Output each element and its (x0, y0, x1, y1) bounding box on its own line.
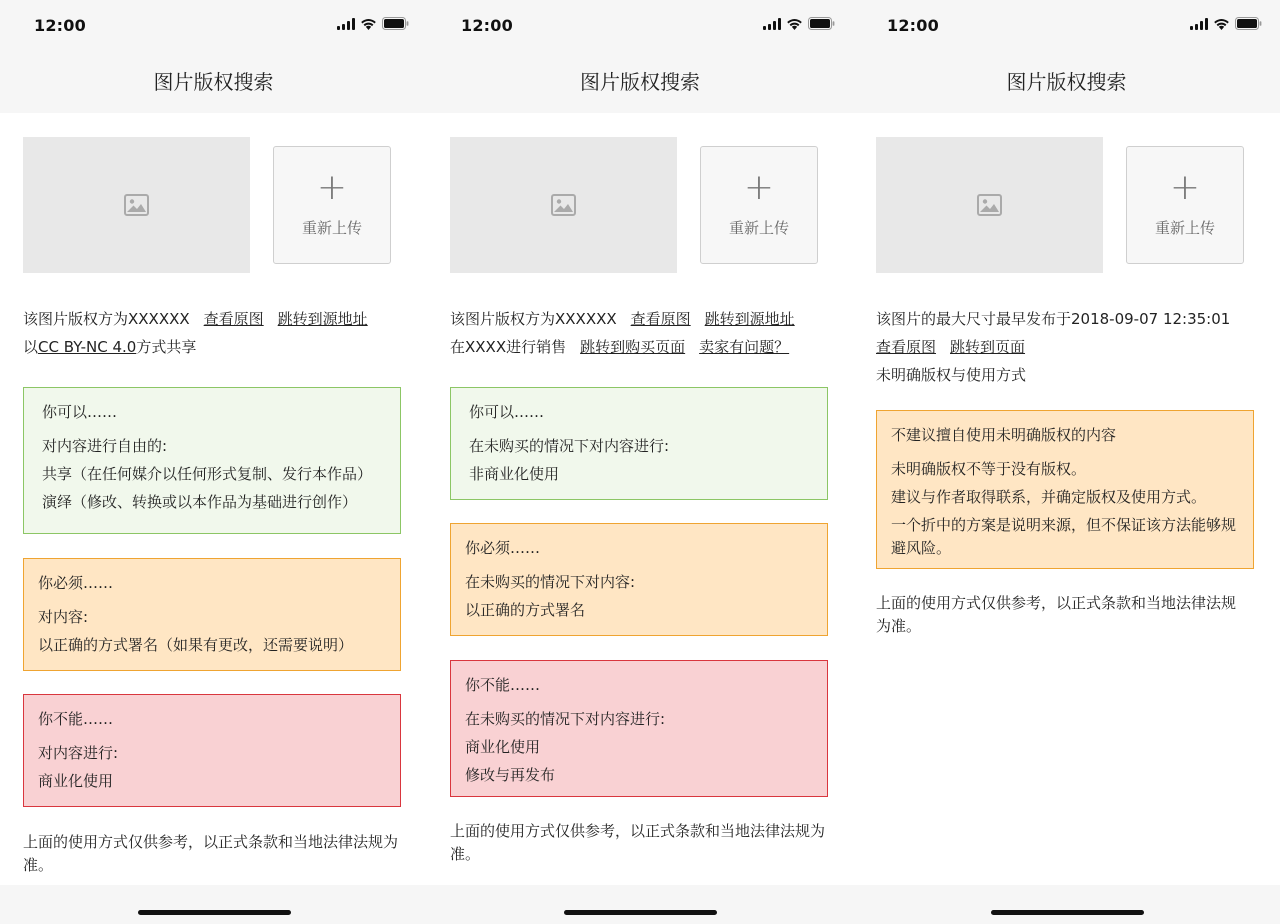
reupload-label: 重新上传 (1154, 218, 1215, 237)
must-heading: 你必须…… (465, 539, 541, 557)
signal-icon (337, 18, 355, 30)
can-line: 对内容进行自由的: (42, 437, 168, 455)
copyright-info (450, 305, 843, 361)
status-time: 12:00 (34, 16, 86, 35)
status-icons (337, 17, 409, 30)
view-original-link[interactable]: 查看原图 (203, 310, 264, 328)
cannot-box (23, 694, 401, 807)
copyright-owner: 该图片版权方为XXXXXX (450, 310, 617, 328)
bottom-bar (853, 885, 1280, 924)
can-heading: 你可以…… (469, 403, 545, 421)
can-line: 共享（在任何媒介以任何形式复制、发行本作品） (42, 465, 373, 483)
image-icon (124, 194, 149, 216)
warning-box (876, 410, 1254, 569)
view-original-link[interactable]: 查看原图 (876, 338, 937, 356)
status-time: 12:00 (461, 16, 513, 35)
image-icon (551, 194, 576, 216)
reupload-button[interactable] (273, 146, 391, 264)
warning-line: 未明确版权不等于没有版权。 (891, 460, 1087, 478)
status-time: 12:00 (887, 16, 939, 35)
page-title: 图片版权搜索 (580, 70, 700, 94)
disclaimer-text: 上面的使用方式仅供参考，以正式条款和当地法律法规为准。 (876, 594, 1237, 635)
must-line: 以正确的方式署名 (465, 601, 586, 619)
image-icon (977, 194, 1002, 216)
cannot-line: 修改与再发布 (465, 766, 556, 784)
wifi-icon (1213, 18, 1230, 30)
copyright-info (23, 305, 417, 361)
upload-row (876, 137, 1280, 273)
top-bar (427, 0, 853, 113)
upload-row (23, 137, 427, 273)
battery-icon (808, 17, 835, 30)
share-prefix: 以 (23, 338, 39, 356)
status-icons (763, 17, 835, 30)
must-line: 以正确的方式署名（如果有更改，还需要说明） (38, 636, 354, 654)
sale-info: 在XXXX进行销售 (450, 338, 567, 356)
goto-purchase-link[interactable]: 跳转到购买页面 (580, 338, 686, 356)
signal-icon (763, 18, 781, 30)
must-line: 对内容: (38, 608, 89, 626)
cannot-line: 商业化使用 (465, 738, 541, 756)
plus-icon: + (1169, 166, 1201, 208)
warning-line: 建议与作者取得联系，并确定版权及使用方式。 (891, 488, 1207, 506)
wifi-icon (786, 18, 803, 30)
warning-line: 一个折中的方案是说明来源，但不保证该方法能够规避风险。 (891, 516, 1237, 557)
reupload-button[interactable] (700, 146, 818, 264)
earliest-publish-info: 该图片的最大尺寸最早发布于2018-09-07 12:35:01 (876, 310, 1231, 328)
page-title: 图片版权搜索 (153, 70, 274, 94)
plus-icon: + (316, 166, 348, 208)
must-box (23, 558, 401, 671)
wifi-icon (360, 18, 377, 30)
signal-icon (1190, 18, 1208, 30)
cannot-line: 商业化使用 (38, 772, 114, 790)
top-bar (0, 0, 427, 113)
can-line: 在未购买的情况下对内容进行: (469, 437, 670, 455)
bottom-bar (0, 885, 427, 924)
goto-page-link[interactable]: 跳转到页面 (950, 338, 1026, 356)
cannot-line: 在未购买的情况下对内容进行: (465, 710, 666, 728)
goto-source-link[interactable]: 跳转到源地址 (277, 310, 368, 328)
can-line: 演绎（修改、转换或以本作品为基础进行创作） (42, 493, 358, 511)
can-line: 非商业化使用 (469, 465, 560, 483)
reupload-label: 重新上传 (301, 218, 362, 237)
phone-screen-for-sale (427, 0, 853, 924)
image-preview (23, 137, 250, 273)
cannot-heading: 你不能…… (465, 676, 541, 694)
must-box (450, 523, 828, 636)
upload-row (450, 137, 853, 273)
can-box (23, 387, 401, 534)
view-original-link[interactable]: 查看原图 (630, 310, 691, 328)
goto-source-link[interactable]: 跳转到源地址 (704, 310, 795, 328)
can-box (450, 387, 828, 500)
license-link[interactable]: CC BY-NC 4.0 (38, 338, 137, 356)
disclaimer-text: 上面的使用方式仅供参考，以正式条款和当地法律法规为准。 (23, 833, 399, 874)
home-indicator[interactable] (564, 910, 717, 915)
cannot-heading: 你不能…… (38, 710, 114, 728)
phone-screen-cc-license (0, 0, 427, 924)
reupload-label: 重新上传 (728, 218, 789, 237)
plus-icon: + (743, 166, 775, 208)
can-heading: 你可以…… (42, 403, 118, 421)
warning-heading: 不建议擅自使用未明确版权的内容 (891, 426, 1117, 444)
bottom-bar (427, 885, 853, 924)
page-title: 图片版权搜索 (1006, 70, 1127, 94)
copyright-owner: 该图片版权方为XXXXXX (23, 310, 190, 328)
cannot-line: 对内容进行: (38, 744, 119, 762)
status-icons (1190, 17, 1262, 30)
top-bar (853, 0, 1280, 113)
image-preview (876, 137, 1103, 273)
home-indicator[interactable] (991, 910, 1144, 915)
battery-icon (382, 17, 409, 30)
must-heading: 你必须…… (38, 574, 114, 592)
home-indicator[interactable] (138, 910, 291, 915)
reupload-button[interactable] (1126, 146, 1244, 264)
battery-icon (1235, 17, 1262, 30)
must-line: 在未购买的情况下对内容: (465, 573, 636, 591)
disclaimer-text: 上面的使用方式仅供参考，以正式条款和当地法律法规为准。 (450, 822, 826, 863)
cannot-box (450, 660, 828, 797)
copyright-info (876, 305, 1270, 389)
share-suffix: 方式共享 (136, 338, 197, 356)
unclear-copyright-text: 未明确版权与使用方式 (876, 366, 1027, 384)
seller-question-link[interactable]: 卖家有问题？ (699, 338, 790, 356)
image-preview (450, 137, 677, 273)
phone-screen-unclear-copyright (853, 0, 1280, 924)
